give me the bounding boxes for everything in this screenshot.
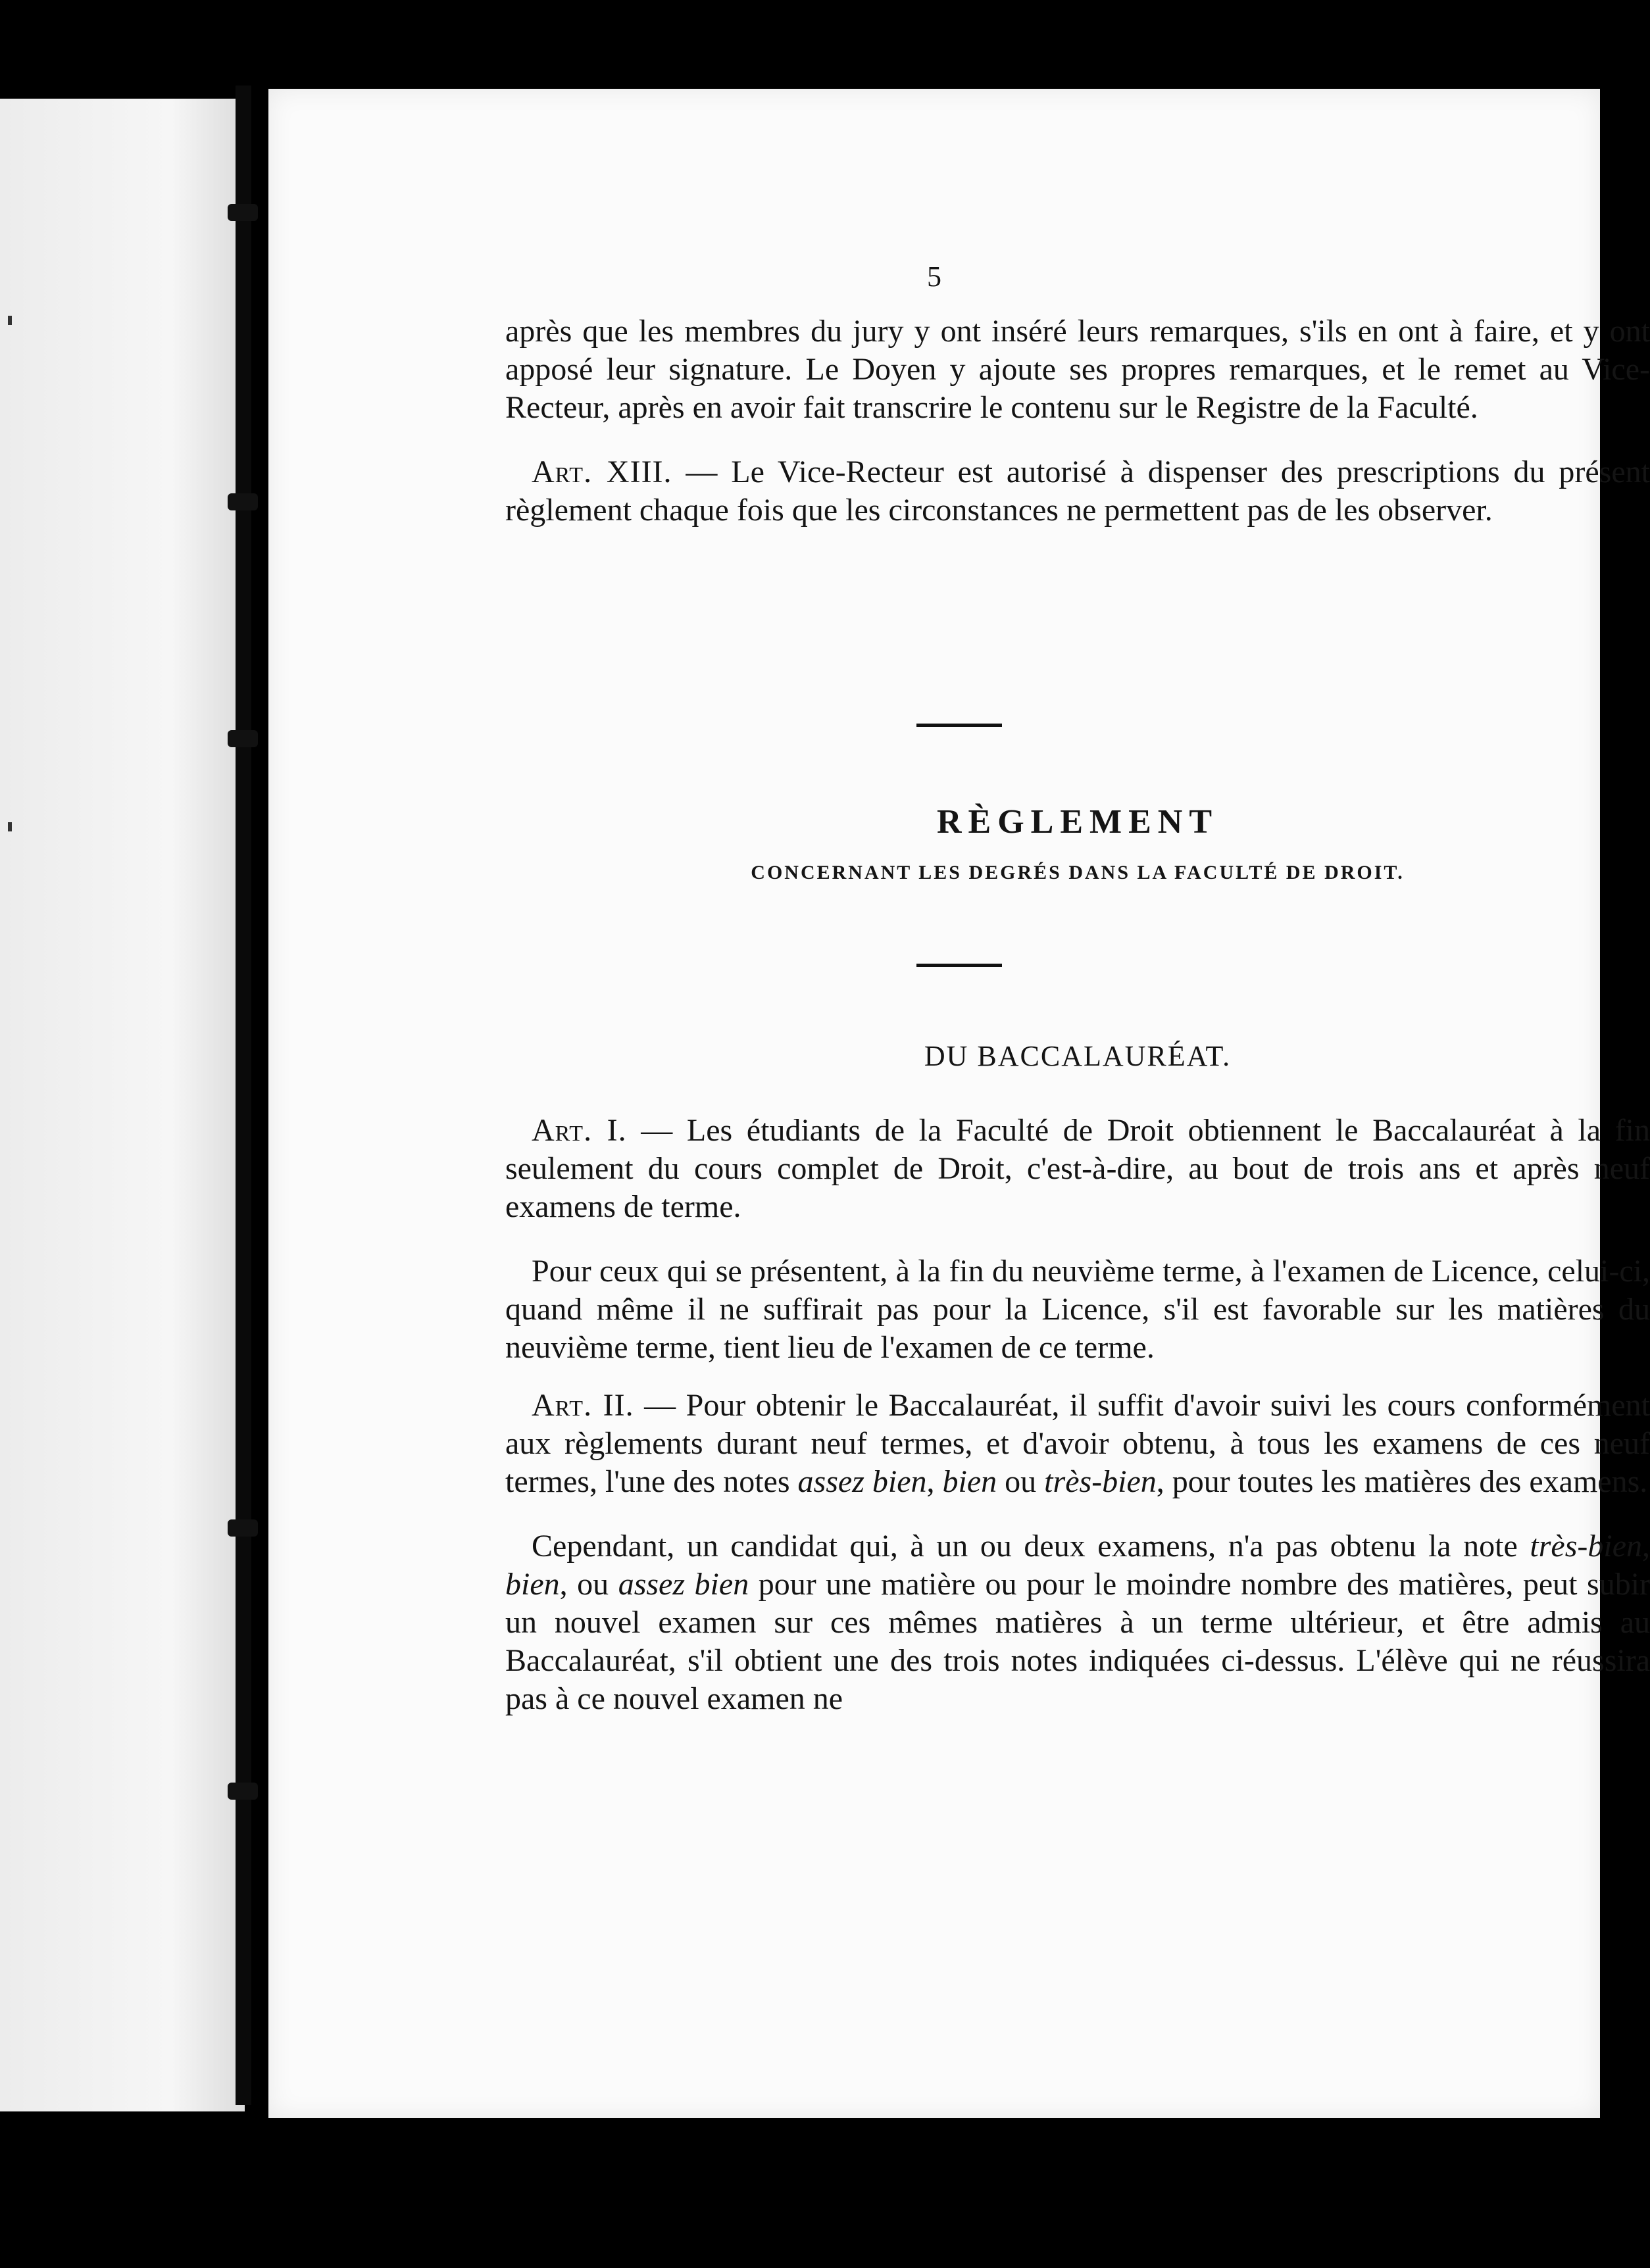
binding-tie — [228, 204, 258, 221]
binding-tie — [228, 493, 258, 510]
article-label: Art. XIII. — [532, 455, 672, 489]
grade-term: assez bien — [797, 1464, 927, 1499]
article-text: — Les étudiants de la Faculté de Droit obtiennent le Baccalauréat à la fin seulement du cours complet de Droit, c'est-à-dire, au bout de trois ans et après neuf examens de terme. — [505, 1113, 1650, 1224]
grade-term: bien — [942, 1464, 997, 1499]
paragraph-licence: Pour ceux qui se présentent, à la fin du neuvième terme, à l'examen de Licence, celui-ci, quand même il ne suffirait pas pour la Licence, s'il est favorable sur les matières du neuvième terme, tient lieu de l'examen de ce terme. — [505, 1254, 1650, 1365]
document-subtitle: CONCERNANT LES DEGRÉS DANS LA FACULTÉ DE DROIT. — [751, 862, 1405, 883]
paragraph-text: Cependant, un candidat qui, à un ou deux examens, n'a pas obtenu la note — [532, 1529, 1530, 1564]
article-text: — Pour obtenir le Baccalauréat, il suffit d'avoir suivi les cours conformément aux règlements durant neuf termes, et d'avoir obtenu, à tous les examens de ces neuf termes, l'une des notes — [505, 1388, 1650, 1499]
body-text-block — [505, 1112, 1650, 1718]
page-edge-mark — [8, 822, 12, 831]
section-rule — [916, 964, 1002, 967]
binding-tie — [228, 1519, 258, 1537]
article-text: — Le Vice-Recteur est autorisé à dispenser des prescriptions du présent règlement chaque fois que les circonstances ne permettent pas de les observer. — [505, 455, 1650, 528]
opening-paragraph-block — [505, 312, 1650, 530]
grade-term: très-bien — [1530, 1529, 1642, 1564]
opening-paragraph: après que les membres du jury y ont inséré leurs remarques, s'ils en ont à faire, et y ont apposé leur signature. Le Doyen y ajoute ses propres remarques, et le remet au Vice-Recteur, après en avoir fait transcrire le contenu sur le Registre de la Faculté. — [505, 314, 1650, 425]
article-label: Art. I. — [532, 1113, 627, 1148]
separator: , — [1642, 1529, 1650, 1564]
separator: ou — [997, 1464, 1045, 1499]
document-page — [268, 89, 1650, 2118]
grade-term: bien — [505, 1567, 560, 1602]
article-text: , pour toutes les matières des examens. — [1156, 1464, 1648, 1499]
separator: , ou — [559, 1567, 618, 1602]
grade-term: assez bien — [618, 1567, 749, 1602]
page-edge-mark — [8, 316, 12, 325]
page-number: 5 — [927, 260, 941, 293]
separator: , — [926, 1464, 943, 1499]
article-xiii — [505, 453, 1650, 530]
section-rule — [916, 724, 1002, 727]
article-i — [505, 1112, 1650, 1226]
paragraph-text: pour une matière ou pour le moindre nombre des matières, peut subir un nouvel examen sur ces mêmes matières à un terme ultérieur, et être admis au Baccalauréat, s'il obtient une des trois notes indiquées ci-dessus. L'élève qui ne réussira pas à ce nouvel examen ne — [505, 1567, 1650, 1716]
document-title: RÈGLEMENT — [936, 803, 1219, 841]
paragraph-cependant — [505, 1527, 1650, 1718]
article-label: Art. II. — [532, 1388, 634, 1423]
book-binding — [236, 86, 251, 2105]
grade-term: très-bien — [1044, 1464, 1157, 1499]
section-heading: DU BACCALAURÉAT. — [924, 1040, 1232, 1072]
facing-page — [0, 99, 245, 2111]
binding-tie — [228, 1783, 258, 1800]
article-ii — [505, 1387, 1650, 1501]
binding-tie — [228, 730, 258, 747]
